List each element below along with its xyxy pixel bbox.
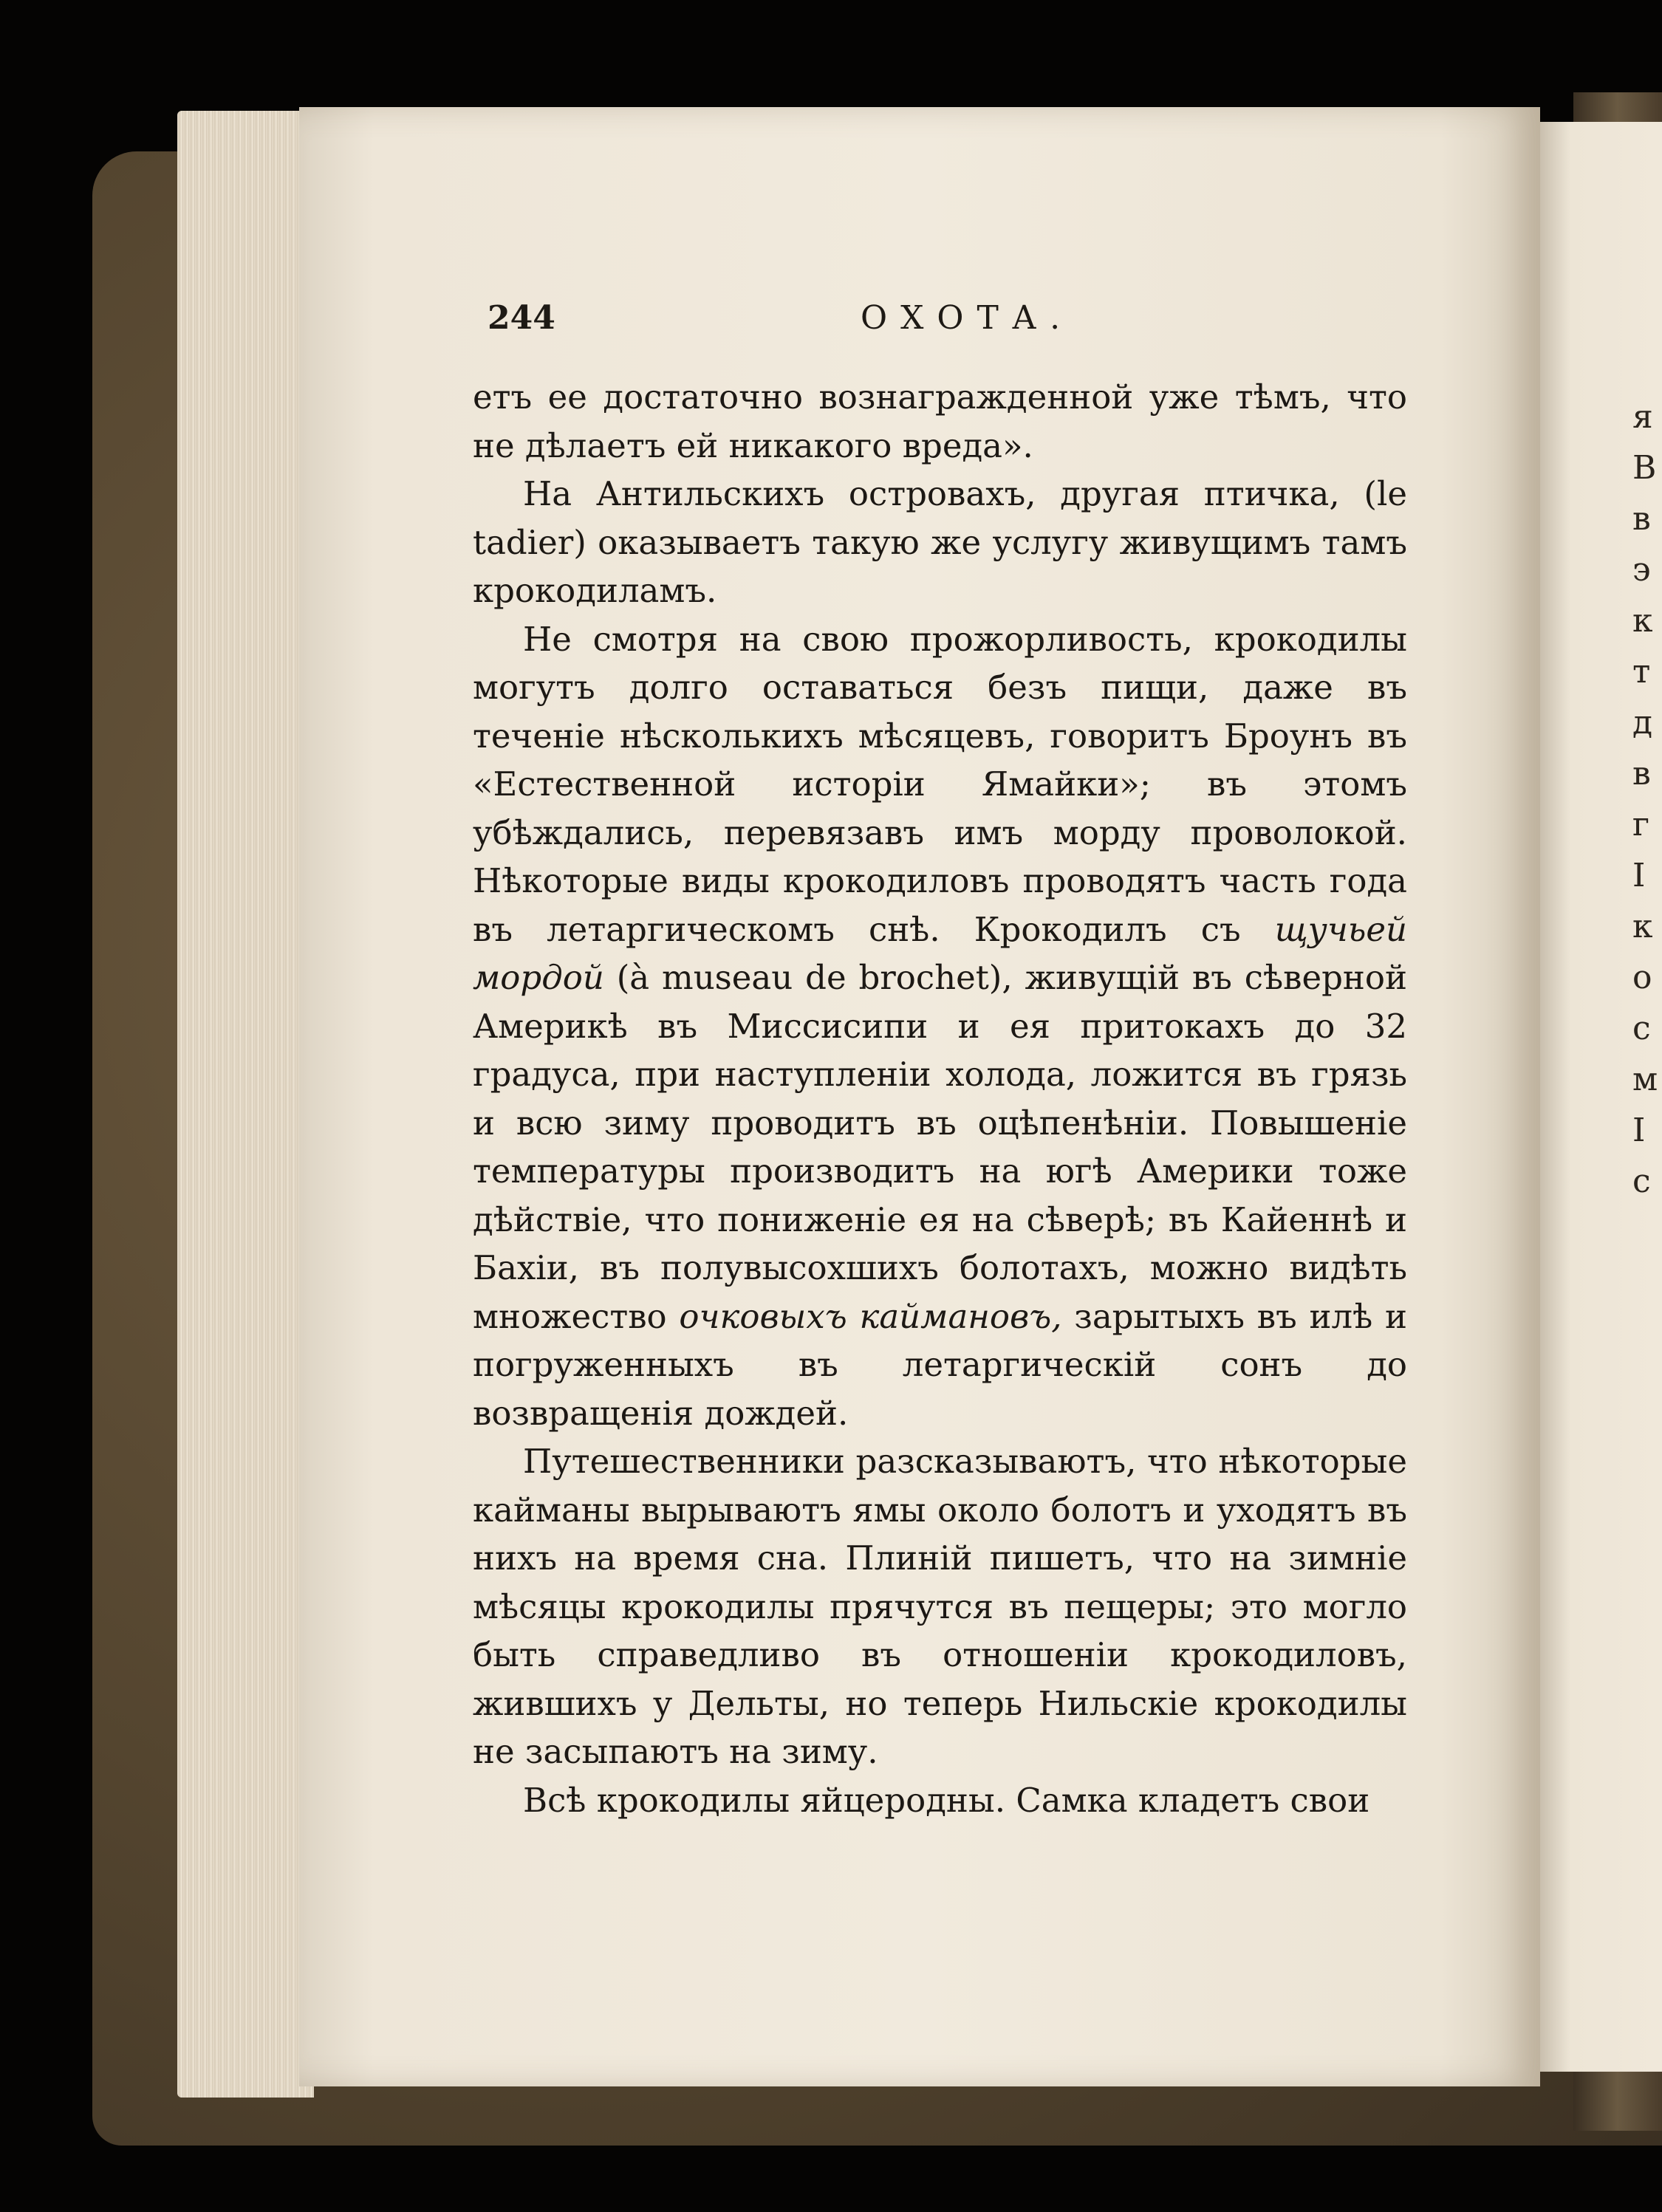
next-page-letter: д (1632, 704, 1653, 742)
paragraph-text: На Антильскихъ островахъ, другая птичка, (le tadier) оказываетъ такую же услугу живущимъ тамъ крокодиламъ. (473, 474, 1407, 610)
next-page-letter: в (1632, 755, 1651, 792)
paragraph (473, 615, 1407, 1438)
paragraph-text: зарытыхъ въ илѣ и погруженныхъ въ летаргическій сонъ до возвращенія дождей. (473, 1296, 1407, 1433)
paragraph-text: Всѣ крокодилы яйцеродны. Самка кладетъ свои (523, 1780, 1370, 1820)
page-number: 244 (488, 299, 555, 337)
page-body (473, 373, 1407, 1824)
next-page-letter: г (1632, 806, 1650, 843)
next-page-letter: т (1632, 653, 1651, 691)
paragraph (473, 373, 1407, 470)
next-page-letter: с (1632, 1010, 1651, 1047)
next-page-letter: о (1632, 959, 1652, 996)
page-edges (177, 111, 314, 2098)
running-title: ОХОТА. (861, 299, 1074, 337)
next-page-letter: э (1632, 551, 1651, 589)
next-page-letter: м (1632, 1061, 1658, 1098)
paragraph (473, 1776, 1407, 1825)
paragraph-text: Путешественники разсказываютъ, что нѣкоторые кайманы вырываютъ ямы около болотъ и уходятъ въ нихъ на время сна. Плиній пишетъ, что на зимніе мѣсяцы крокодилы прячутся въ пещеры; это могло быть справедливо въ отношеніи крокодиловъ, жившихъ у Дельты, но теперь Нильскіе крокодилы не засыпаютъ на зиму. (473, 1442, 1407, 1771)
next-page-letter: я (1632, 398, 1653, 436)
paragraph (473, 1437, 1407, 1776)
next-page-letter: I (1632, 1112, 1646, 1149)
paragraph-text: Не смотря на свою прожорливость, крокодилы могутъ долго оставаться безъ пищи, даже въ теченіе нѣсколькихъ мѣсяцевъ, говоритъ Броунъ въ «Естественной исторіи Ямайки»; въ этомъ убѣждались, перевязавъ имъ морду проволокой. Нѣкоторые виды крокодиловъ проводятъ часть года въ летаргическомъ снѣ. Крокодилъ съ (473, 619, 1407, 949)
paragraph-text: (à museau de brochet), живущій въ сѣверной Америкѣ въ Миссисипи и ея притокахъ до 32 градуса, при наступленіи холода, ложится въ грязь и всю зиму проводитъ въ оцѣпенѣніи. Повышеніе температуры производитъ на югѣ Америки тоже дѣйствіе, что пониженіе ея на сѣверѣ; въ Кайеннѣ и Бахіи, въ полувысохшихъ болотахъ, можно видѣть множество (473, 958, 1407, 1336)
running-head (488, 299, 1403, 351)
italic-term: очковыхъ каймановъ, (679, 1296, 1062, 1336)
paragraph (473, 470, 1407, 615)
next-page-text (1632, 391, 1662, 1207)
italic-term: щучьей мордой (473, 909, 1407, 997)
next-page-letter: В (1632, 449, 1657, 487)
paragraph-text: етъ ее достаточно вознагражденной уже тѣмъ, что не дѣлаетъ ей никакого вреда». (473, 377, 1407, 465)
next-page-letter: в (1632, 500, 1651, 538)
next-page-letter: к (1632, 908, 1653, 945)
next-page-letter: с (1632, 1163, 1651, 1200)
next-page-letter: к (1632, 602, 1653, 640)
next-page-letter: I (1632, 857, 1646, 894)
